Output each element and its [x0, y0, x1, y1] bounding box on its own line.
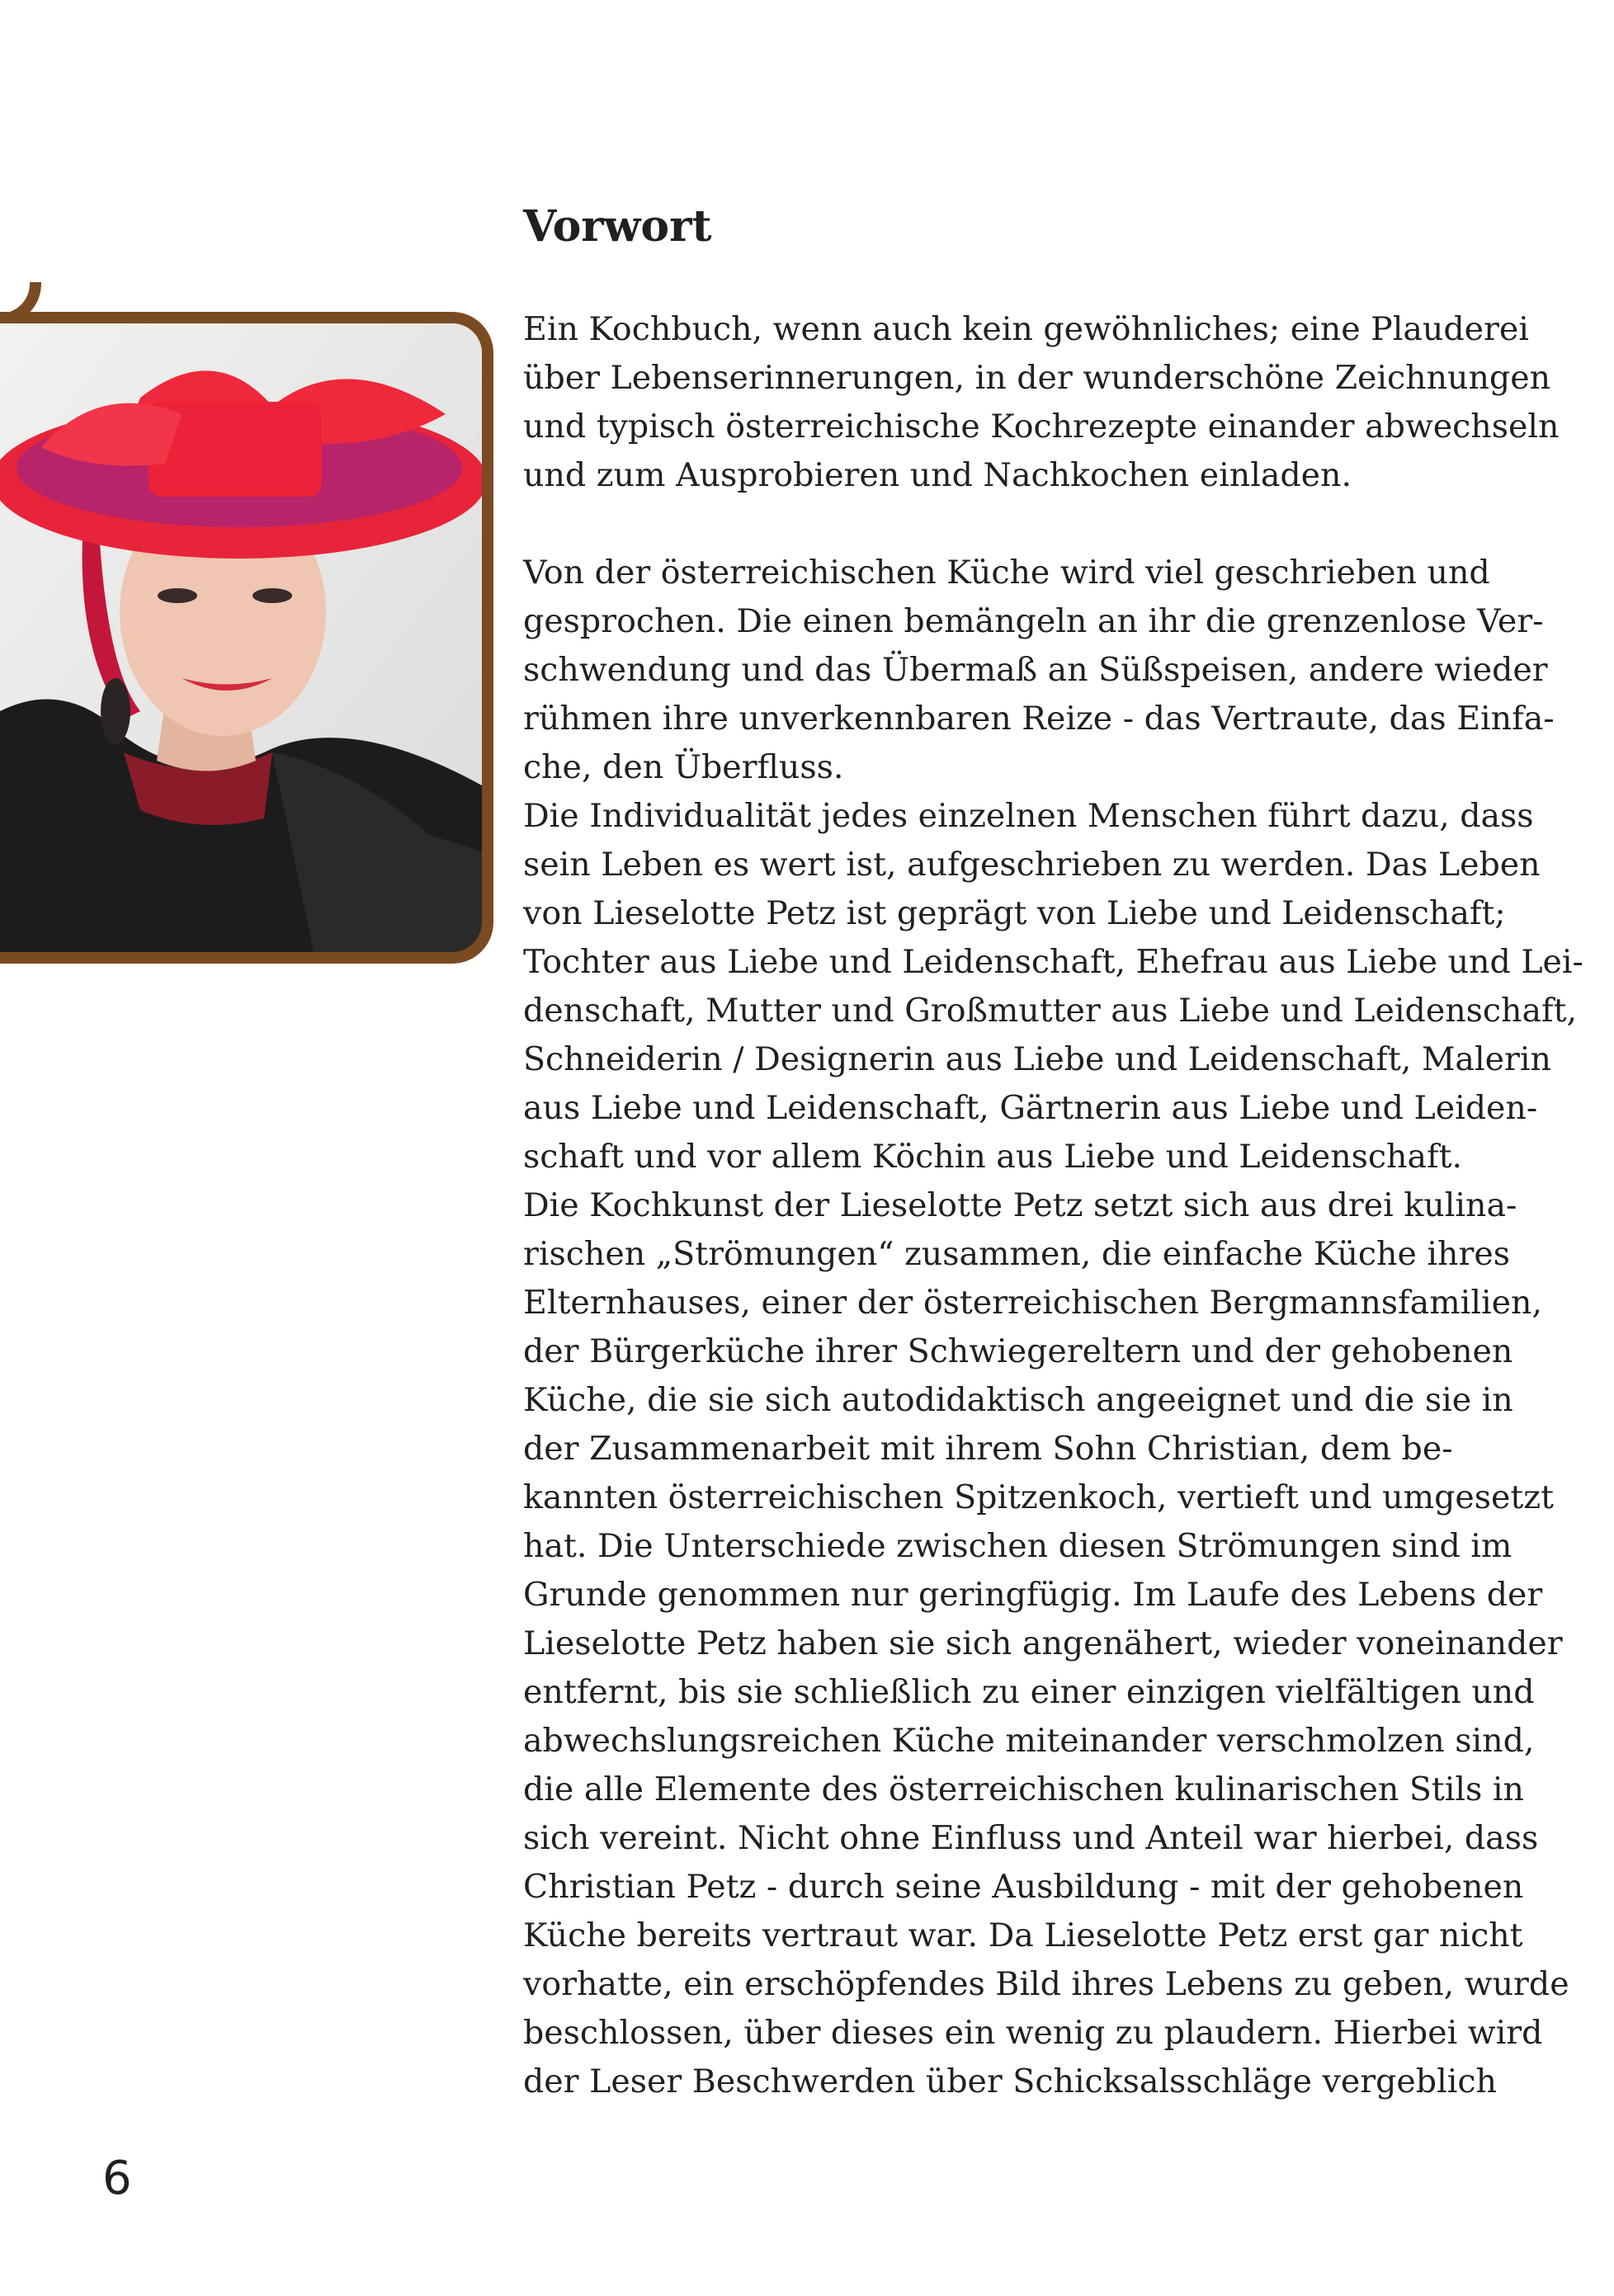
text-line: rischen „Strömungen“ zusammen, die einfache Küche ihres	[523, 1235, 1511, 1273]
page-title: Vorwort	[523, 201, 712, 252]
text-line: der Leser Beschwerden über Schicksalsschläge vergeblich	[523, 2063, 1497, 2100]
text-line: über Lebenserinnerungen, in der wunderschöne Zeichnungen	[523, 359, 1551, 397]
text-line: die alle Elemente des österreichischen kulinarischen Stils in	[523, 1770, 1524, 1808]
paragraph	[523, 1181, 1569, 2106]
text-line: Von der österreichischen Küche wird viel geschrieben und	[523, 554, 1490, 592]
text-line: abwechslungsreichen Küche miteinander verschmolzen sind,	[523, 1722, 1535, 1760]
text-line: Tochter aus Liebe und Leidenschaft, Ehefrau aus Liebe und Lei-	[523, 943, 1583, 981]
text-line: entfernt, bis sie schließlich zu einer einzigen vielfältigen und	[523, 1673, 1535, 1711]
text-line: Küche, die sie sich autodidaktisch angeeignet und die sie in	[523, 1381, 1513, 1419]
text-line: Die Kochkunst der Lieselotte Petz setzt sich aus drei kulina-	[523, 1186, 1517, 1224]
text-line: Grunde genommen nur geringfügig. Im Laufe des Lebens der	[523, 1576, 1543, 1614]
text-line: der Zusammenarbeit mit ihrem Sohn Christian, dem be-	[523, 1430, 1453, 1468]
text-line: der Bürgerküche ihrer Schwiegereltern und der gehobenen	[523, 1332, 1513, 1370]
text-line: und zum Ausprobieren und Nachkochen einladen.	[523, 456, 1352, 494]
text-line: rühmen ihre unverkennbaren Reize - das Vertraute, das Einfa-	[523, 700, 1555, 738]
paragraph	[523, 549, 1555, 792]
text-line: hat. Die Unterschiede zwischen diesen Strömungen sind im	[523, 1527, 1513, 1565]
text-line: sein Leben es wert ist, aufgeschrieben zu werden. Das Leben	[523, 846, 1541, 884]
text-line: von Lieselotte Petz ist geprägt von Liebe und Leidenschaft;	[523, 894, 1506, 932]
text-line: Ein Kochbuch, wenn auch kein gewöhnliches; eine Plauderei	[523, 310, 1529, 348]
paragraph-spacer	[523, 500, 1472, 549]
paragraph	[523, 305, 1560, 500]
text-line: aus Liebe und Leidenschaft, Gärtnerin aus Liebe und Leiden-	[523, 1089, 1538, 1127]
text-line: vorhatte, ein erschöpfendes Bild ihres Lebens zu geben, wurde	[523, 1965, 1569, 2003]
text-line: Küche bereits vertraut war. Da Lieselotte Petz erst gar nicht	[523, 1916, 1523, 1954]
text-line: schwendung und das Übermaß an Süßspeisen, andere wieder	[523, 651, 1548, 689]
text-line: denschaft, Mutter und Großmutter aus Liebe und Leidenschaft,	[523, 992, 1578, 1030]
text-line: beschlossen, über dieses ein wenig zu plaudern. Hierbei wird	[523, 2014, 1543, 2052]
page-number: 6	[102, 2152, 132, 2205]
portrait-photo	[0, 323, 482, 952]
text-line: kannten österreichischen Spitzenkoch, vertieft und umgesetzt	[523, 1478, 1554, 1516]
text-line: che, den Überfluss.	[523, 748, 844, 786]
body-text	[523, 305, 1583, 2106]
text-line: Lieselotte Petz haben sie sich angenähert, wieder voneinander	[523, 1624, 1563, 1662]
text-line: Elternhauses, einer der österreichischen Bergmannsfamilien,	[523, 1284, 1542, 1322]
text-line: schaft und vor allem Köchin aus Liebe und Leidenschaft.	[523, 1138, 1463, 1176]
text-line: Die Individualität jedes einzelnen Menschen führt dazu, dass	[523, 797, 1534, 835]
text-line: Schneiderin / Designerin aus Liebe und Leidenschaft, Malerin	[523, 1040, 1551, 1078]
portrait-photo-frame	[0, 312, 493, 964]
text-line: gesprochen. Die einen bemängeln an ihr die grenzenlose Ver-	[523, 602, 1544, 640]
paragraph	[523, 792, 1583, 1181]
text-line: sich vereint. Nicht ohne Einfluss und Anteil war hierbei, dass	[523, 1819, 1539, 1857]
text-line: Christian Petz - durch seine Ausbildung - mit der gehobenen	[523, 1868, 1524, 1906]
text-line: und typisch österreichische Kochrezepte einander abwechseln	[523, 408, 1560, 446]
